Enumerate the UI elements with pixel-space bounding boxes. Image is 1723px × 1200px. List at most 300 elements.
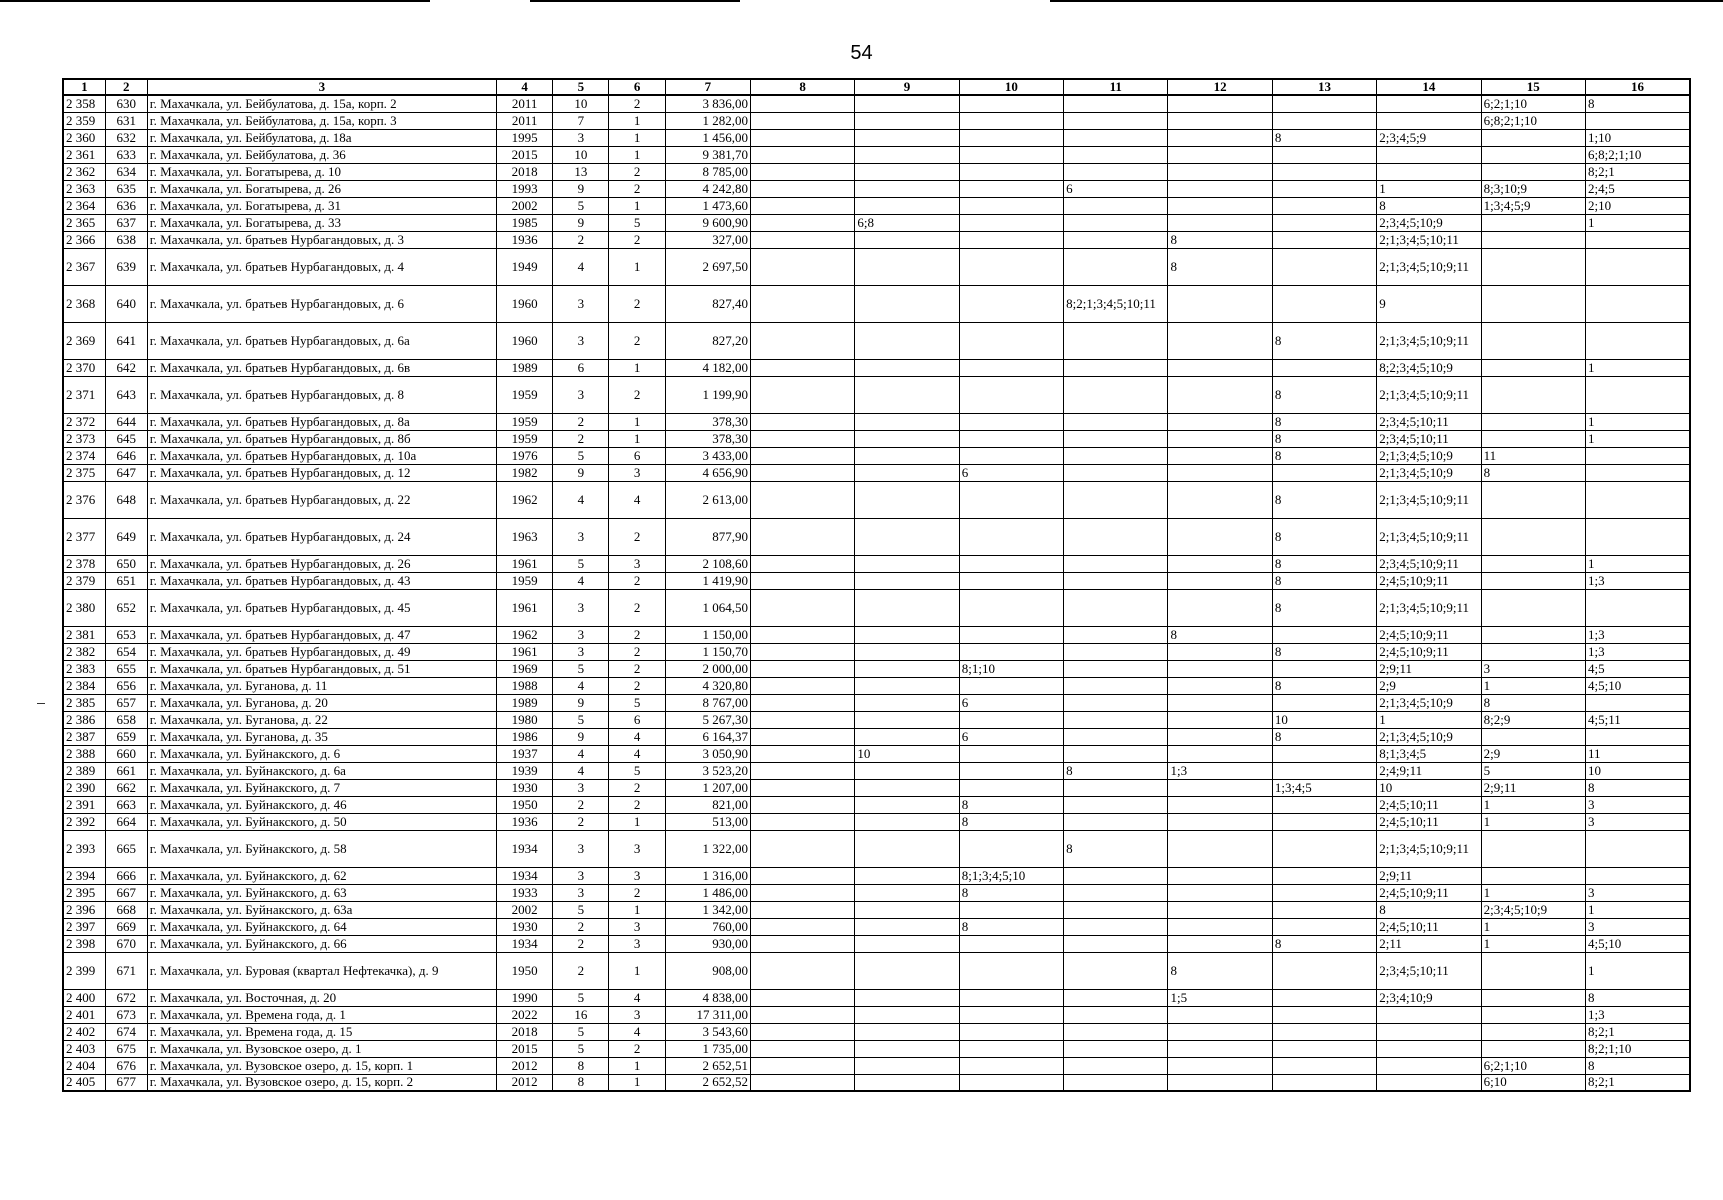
year-cell: 1934 [497, 830, 553, 867]
col-11-cell [1064, 359, 1168, 376]
floors-cell: 4 [553, 745, 609, 762]
col-10-cell [959, 180, 1063, 197]
col-14-cell: 2;3;4;5;10;9 [1377, 214, 1481, 231]
floors-cell: 3 [553, 518, 609, 555]
col-9-cell [855, 711, 959, 728]
col-13-cell: 8 [1272, 447, 1376, 464]
address-cell: г. Махачкала, ул. братьев Нурбагандовых, д. 3 [147, 231, 496, 248]
column-header: 16 [1585, 79, 1690, 95]
row-number-cell: 2 376 [63, 481, 105, 518]
column-header: 3 [147, 79, 496, 95]
floors-cell: 3 [553, 322, 609, 359]
address-cell: г. Махачкала, ул. Буйнакского, д. 63а [147, 901, 496, 918]
col-10-cell: 6 [959, 464, 1063, 481]
table-row [63, 989, 1690, 1006]
address-cell: г. Махачкала, ул. Буйнакского, д. 66 [147, 935, 496, 952]
table-row [63, 129, 1690, 146]
item-number-cell: 635 [105, 180, 147, 197]
col-11-cell: 8;2;1;3;4;5;10;11 [1064, 285, 1168, 322]
col-8-cell [750, 589, 854, 626]
floors-cell: 5 [553, 660, 609, 677]
col-15-cell: 8 [1481, 694, 1585, 711]
table-row [63, 1074, 1690, 1091]
entrances-cell: 3 [609, 555, 665, 572]
item-number-cell: 632 [105, 129, 147, 146]
col-14-cell: 2;4;5;10;11 [1377, 796, 1481, 813]
row-number-cell: 2 384 [63, 677, 105, 694]
col-16-cell: 4;5;10 [1585, 935, 1690, 952]
floors-cell: 3 [553, 589, 609, 626]
table-row [63, 447, 1690, 464]
col-16-cell [1585, 464, 1690, 481]
col-11-cell [1064, 572, 1168, 589]
year-cell: 2018 [497, 1023, 553, 1040]
item-number-cell: 633 [105, 146, 147, 163]
col-15-cell [1481, 129, 1585, 146]
page-number: 54 [850, 42, 873, 64]
col-16-cell: 11 [1585, 745, 1690, 762]
entrances-cell: 2 [609, 796, 665, 813]
col-8-cell [750, 779, 854, 796]
col-10-cell [959, 248, 1063, 285]
col-10-cell [959, 112, 1063, 129]
area-cell: 821,00 [665, 796, 750, 813]
col-11-cell [1064, 163, 1168, 180]
row-number-cell: 2 369 [63, 322, 105, 359]
table-row [63, 884, 1690, 901]
col-16-cell: 3 [1585, 813, 1690, 830]
col-13-cell [1272, 762, 1376, 779]
col-15-cell: 5 [1481, 762, 1585, 779]
year-cell: 2018 [497, 163, 553, 180]
table-row [63, 518, 1690, 555]
entrances-cell: 3 [609, 867, 665, 884]
year-cell: 1988 [497, 677, 553, 694]
entrances-cell: 1 [609, 413, 665, 430]
entrances-cell: 2 [609, 518, 665, 555]
col-13-cell [1272, 163, 1376, 180]
row-number-cell: 2 401 [63, 1006, 105, 1023]
year-cell: 2015 [497, 146, 553, 163]
col-14-cell: 2;1;3;4;5;10;9 [1377, 694, 1481, 711]
entrances-cell: 2 [609, 884, 665, 901]
year-cell: 2015 [497, 1040, 553, 1057]
col-8-cell [750, 572, 854, 589]
col-10-cell [959, 1023, 1063, 1040]
year-cell: 1950 [497, 952, 553, 989]
entrances-cell: 2 [609, 180, 665, 197]
col-15-cell [1481, 589, 1585, 626]
col-10-cell [959, 322, 1063, 359]
col-9-cell [855, 1040, 959, 1057]
item-number-cell: 661 [105, 762, 147, 779]
column-header: 13 [1272, 79, 1376, 95]
year-cell: 1963 [497, 518, 553, 555]
item-number-cell: 664 [105, 813, 147, 830]
row-number-cell: 2 368 [63, 285, 105, 322]
col-8-cell [750, 796, 854, 813]
col-10-cell [959, 677, 1063, 694]
col-10-cell [959, 413, 1063, 430]
col-8-cell [750, 248, 854, 285]
col-16-cell: 8 [1585, 989, 1690, 1006]
year-cell: 1990 [497, 989, 553, 1006]
item-number-cell: 670 [105, 935, 147, 952]
item-number-cell: 643 [105, 376, 147, 413]
area-cell: 5 267,30 [665, 711, 750, 728]
year-cell: 2011 [497, 95, 553, 112]
row-number-cell: 2 372 [63, 413, 105, 430]
col-9-cell [855, 867, 959, 884]
col-15-cell [1481, 163, 1585, 180]
col-8-cell [750, 728, 854, 745]
floors-cell: 3 [553, 830, 609, 867]
col-14-cell: 2;4;5;10;11 [1377, 918, 1481, 935]
item-number-cell: 665 [105, 830, 147, 867]
col-12-cell [1168, 214, 1272, 231]
col-11-cell [1064, 952, 1168, 989]
col-12-cell [1168, 146, 1272, 163]
col-16-cell [1585, 285, 1690, 322]
col-8-cell [750, 830, 854, 867]
row-number-cell: 2 361 [63, 146, 105, 163]
col-11-cell [1064, 711, 1168, 728]
col-12-cell: 8 [1168, 231, 1272, 248]
col-10-cell [959, 481, 1063, 518]
col-15-cell: 8;2;9 [1481, 711, 1585, 728]
col-13-cell: 8 [1272, 643, 1376, 660]
col-16-cell: 1 [1585, 359, 1690, 376]
entrances-cell: 4 [609, 745, 665, 762]
col-16-cell: 8;2;1;10 [1585, 1040, 1690, 1057]
floors-cell: 3 [553, 779, 609, 796]
area-cell: 1 456,00 [665, 129, 750, 146]
address-cell: г. Махачкала, ул. Буйнакского, д. 58 [147, 830, 496, 867]
area-cell: 827,20 [665, 322, 750, 359]
col-12-cell [1168, 711, 1272, 728]
col-10-cell: 8 [959, 918, 1063, 935]
table-row [63, 95, 1690, 112]
col-13-cell [1272, 197, 1376, 214]
table-row [63, 952, 1690, 989]
col-15-cell [1481, 555, 1585, 572]
col-8-cell [750, 359, 854, 376]
col-9-cell [855, 952, 959, 989]
col-13-cell: 8 [1272, 677, 1376, 694]
table-row [63, 285, 1690, 322]
col-9-cell [855, 572, 959, 589]
col-10-cell [959, 989, 1063, 1006]
col-14-cell: 8 [1377, 197, 1481, 214]
col-11-cell [1064, 813, 1168, 830]
area-cell: 1 150,00 [665, 626, 750, 643]
col-12-cell [1168, 1023, 1272, 1040]
floors-cell: 10 [553, 95, 609, 112]
area-cell: 877,90 [665, 518, 750, 555]
col-16-cell: 4;5;10 [1585, 677, 1690, 694]
address-cell: г. Махачкала, ул. братьев Нурбагандовых, д. 6в [147, 359, 496, 376]
year-cell: 1989 [497, 694, 553, 711]
col-10-cell: 8 [959, 884, 1063, 901]
column-header: 15 [1481, 79, 1585, 95]
address-cell: г. Махачкала, ул. Буйнакского, д. 6а [147, 762, 496, 779]
header-row [63, 79, 1690, 95]
address-cell: г. Махачкала, ул. Бейбулатова, д. 15а, корп. 3 [147, 112, 496, 129]
column-header: 4 [497, 79, 553, 95]
address-cell: г. Махачкала, ул. Вузовское озеро, д. 1 [147, 1040, 496, 1057]
col-9-cell: 10 [855, 745, 959, 762]
table-row [63, 867, 1690, 884]
col-13-cell [1272, 901, 1376, 918]
item-number-cell: 669 [105, 918, 147, 935]
year-cell: 2012 [497, 1057, 553, 1074]
row-number-cell: 2 394 [63, 867, 105, 884]
address-cell: г. Махачкала, ул. Богатырева, д. 31 [147, 197, 496, 214]
address-cell: г. Махачкала, ул. Буганова, д. 35 [147, 728, 496, 745]
row-number-cell: 2 370 [63, 359, 105, 376]
col-14-cell: 8;2;3;4;5;10;9 [1377, 359, 1481, 376]
col-9-cell [855, 163, 959, 180]
year-cell: 1959 [497, 430, 553, 447]
col-14-cell: 2;1;3;4;5;10;9;11 [1377, 322, 1481, 359]
item-number-cell: 668 [105, 901, 147, 918]
floors-cell: 3 [553, 626, 609, 643]
col-8-cell [750, 918, 854, 935]
address-cell: г. Махачкала, ул. Буганова, д. 11 [147, 677, 496, 694]
floors-cell: 5 [553, 901, 609, 918]
col-14-cell: 1 [1377, 711, 1481, 728]
col-11-cell [1064, 464, 1168, 481]
col-8-cell [750, 322, 854, 359]
area-cell: 2 652,51 [665, 1057, 750, 1074]
floors-cell: 5 [553, 197, 609, 214]
col-15-cell: 6;2;1;10 [1481, 95, 1585, 112]
col-16-cell [1585, 231, 1690, 248]
floors-cell: 2 [553, 231, 609, 248]
floors-cell: 4 [553, 572, 609, 589]
item-number-cell: 646 [105, 447, 147, 464]
area-cell: 930,00 [665, 935, 750, 952]
col-10-cell [959, 285, 1063, 322]
col-8-cell [750, 180, 854, 197]
col-14-cell [1377, 1040, 1481, 1057]
column-header: 2 [105, 79, 147, 95]
area-cell: 1 207,00 [665, 779, 750, 796]
item-number-cell: 654 [105, 643, 147, 660]
address-cell: г. Махачкала, ул. братьев Нурбагандовых, д. 8б [147, 430, 496, 447]
address-cell: г. Махачкала, ул. братьев Нурбагандовых, д. 49 [147, 643, 496, 660]
area-cell: 1 282,00 [665, 112, 750, 129]
col-13-cell [1272, 745, 1376, 762]
col-9-cell [855, 1057, 959, 1074]
col-12-cell [1168, 1057, 1272, 1074]
row-number-cell: 2 360 [63, 129, 105, 146]
table-row [63, 359, 1690, 376]
col-12-cell [1168, 285, 1272, 322]
col-14-cell: 2;3;4;5;10;11 [1377, 413, 1481, 430]
col-10-cell [959, 197, 1063, 214]
col-9-cell [855, 376, 959, 413]
col-10-cell [959, 711, 1063, 728]
col-15-cell: 6;8;2;1;10 [1481, 112, 1585, 129]
register-table [62, 78, 1691, 1092]
year-cell: 1959 [497, 572, 553, 589]
col-12-cell [1168, 660, 1272, 677]
col-15-cell [1481, 322, 1585, 359]
col-13-cell [1272, 146, 1376, 163]
col-8-cell [750, 901, 854, 918]
col-8-cell [750, 762, 854, 779]
col-14-cell: 1 [1377, 180, 1481, 197]
col-15-cell: 11 [1481, 447, 1585, 464]
area-cell: 3 433,00 [665, 447, 750, 464]
col-16-cell: 2;10 [1585, 197, 1690, 214]
col-10-cell: 6 [959, 694, 1063, 711]
item-number-cell: 672 [105, 989, 147, 1006]
row-number-cell: 2 388 [63, 745, 105, 762]
row-number-cell: 2 387 [63, 728, 105, 745]
col-10-cell [959, 95, 1063, 112]
col-16-cell: 10 [1585, 762, 1690, 779]
area-cell: 327,00 [665, 231, 750, 248]
year-cell: 1959 [497, 376, 553, 413]
col-14-cell [1377, 1023, 1481, 1040]
address-cell: г. Махачкала, ул. Буйнакского, д. 64 [147, 918, 496, 935]
col-12-cell [1168, 935, 1272, 952]
col-9-cell [855, 1023, 959, 1040]
col-15-cell [1481, 643, 1585, 660]
address-cell: г. Махачкала, ул. Времена года, д. 1 [147, 1006, 496, 1023]
floors-cell: 3 [553, 376, 609, 413]
col-9-cell [855, 989, 959, 1006]
table-row [63, 901, 1690, 918]
table-row [63, 413, 1690, 430]
entrances-cell: 5 [609, 214, 665, 231]
col-11-cell [1064, 112, 1168, 129]
col-10-cell [959, 376, 1063, 413]
col-12-cell [1168, 413, 1272, 430]
area-cell: 760,00 [665, 918, 750, 935]
col-14-cell: 2;9;11 [1377, 660, 1481, 677]
table-row [63, 214, 1690, 231]
col-11-cell [1064, 555, 1168, 572]
col-16-cell: 4;5;11 [1585, 711, 1690, 728]
floors-cell: 6 [553, 359, 609, 376]
col-9-cell [855, 447, 959, 464]
col-16-cell [1585, 694, 1690, 711]
area-cell: 3 543,60 [665, 1023, 750, 1040]
col-14-cell [1377, 1006, 1481, 1023]
year-cell: 1959 [497, 413, 553, 430]
column-header: 5 [553, 79, 609, 95]
entrances-cell: 3 [609, 464, 665, 481]
col-11-cell [1064, 1040, 1168, 1057]
col-12-cell [1168, 728, 1272, 745]
area-cell: 1 322,00 [665, 830, 750, 867]
entrances-cell: 1 [609, 952, 665, 989]
col-9-cell [855, 626, 959, 643]
column-header: 11 [1064, 79, 1168, 95]
area-cell: 3 050,90 [665, 745, 750, 762]
address-cell: г. Махачкала, ул. Богатырева, д. 26 [147, 180, 496, 197]
address-cell: г. Махачкала, ул. братьев Нурбагандовых, д. 45 [147, 589, 496, 626]
entrances-cell: 3 [609, 918, 665, 935]
col-9-cell [855, 359, 959, 376]
col-8-cell [750, 376, 854, 413]
table-row [63, 555, 1690, 572]
table-row [63, 762, 1690, 779]
top-border-line [530, 0, 740, 2]
col-13-cell: 8 [1272, 322, 1376, 359]
col-14-cell: 2;4;5;10;9;11 [1377, 626, 1481, 643]
col-11-cell [1064, 694, 1168, 711]
col-11-cell [1064, 430, 1168, 447]
address-cell: г. Махачкала, ул. Богатырева, д. 33 [147, 214, 496, 231]
year-cell: 1985 [497, 214, 553, 231]
col-13-cell [1272, 626, 1376, 643]
address-cell: г. Махачкала, ул. Буйнакского, д. 6 [147, 745, 496, 762]
area-cell: 4 320,80 [665, 677, 750, 694]
table-row [63, 1023, 1690, 1040]
floors-cell: 5 [553, 1040, 609, 1057]
col-8-cell [750, 952, 854, 989]
floors-cell: 2 [553, 935, 609, 952]
year-cell: 1939 [497, 762, 553, 779]
col-12-cell [1168, 589, 1272, 626]
col-9-cell [855, 112, 959, 129]
col-15-cell: 2;9 [1481, 745, 1585, 762]
col-16-cell: 4;5 [1585, 660, 1690, 677]
table-row [63, 1006, 1690, 1023]
year-cell: 1989 [497, 359, 553, 376]
col-15-cell [1481, 518, 1585, 555]
col-12-cell [1168, 572, 1272, 589]
row-number-cell: 2 375 [63, 464, 105, 481]
table-row [63, 163, 1690, 180]
address-cell: г. Махачкала, ул. братьев Нурбагандовых, д. 4 [147, 248, 496, 285]
col-14-cell: 2;4;5;10;9;11 [1377, 643, 1481, 660]
col-11-cell: 6 [1064, 180, 1168, 197]
col-8-cell [750, 1006, 854, 1023]
row-number-cell: 2 385 [63, 694, 105, 711]
address-cell: г. Махачкала, ул. Буйнакского, д. 46 [147, 796, 496, 813]
col-8-cell [750, 197, 854, 214]
year-cell: 1995 [497, 129, 553, 146]
floors-cell: 3 [553, 129, 609, 146]
row-number-cell: 2 396 [63, 901, 105, 918]
col-15-cell [1481, 1040, 1585, 1057]
col-8-cell [750, 481, 854, 518]
column-header: 9 [855, 79, 959, 95]
col-8-cell [750, 660, 854, 677]
col-13-cell: 1;3;4;5 [1272, 779, 1376, 796]
year-cell: 1930 [497, 779, 553, 796]
col-9-cell [855, 231, 959, 248]
col-10-cell [959, 146, 1063, 163]
col-11-cell [1064, 867, 1168, 884]
row-number-cell: 2 365 [63, 214, 105, 231]
col-16-cell: 1 [1585, 901, 1690, 918]
col-14-cell: 2;4;5;10;11 [1377, 813, 1481, 830]
col-16-cell: 1;3 [1585, 1006, 1690, 1023]
register-body [63, 95, 1690, 1091]
col-13-cell [1272, 1023, 1376, 1040]
address-cell: г. Махачкала, ул. братьев Нурбагандовых, д. 47 [147, 626, 496, 643]
col-16-cell: 1;3 [1585, 643, 1690, 660]
col-11-cell [1064, 146, 1168, 163]
col-14-cell: 8;1;3;4;5 [1377, 745, 1481, 762]
col-9-cell [855, 694, 959, 711]
